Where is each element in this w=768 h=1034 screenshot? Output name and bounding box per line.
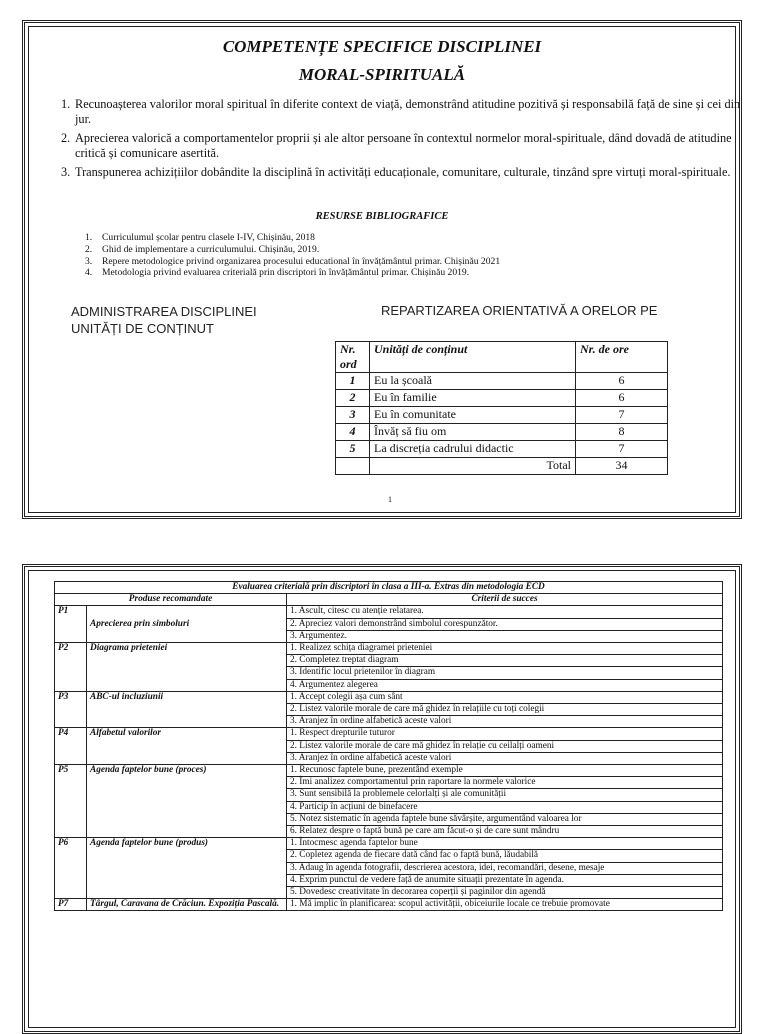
resources-list	[85, 232, 745, 279]
evaluation-table	[54, 581, 723, 911]
resources-title: RESURSE BIBLIOGRAFICE	[315, 211, 449, 222]
table-row: 5 La discreția cadrului didactic 7	[336, 441, 668, 458]
evaluation-title: Evaluarea criterială prin discriptori în clasa a III-a. Extras din metodologia ECD	[55, 582, 723, 594]
resource-item: 1. Curriculumul școlar pentru clasele I-IV, Chișinău, 2018	[85, 232, 315, 243]
title-line-2: MORAL-SPIRITUALĂ	[298, 65, 466, 84]
evaluation-title-row	[55, 582, 723, 594]
table-row: 4 Învăț să fiu om 8	[336, 424, 668, 441]
total-row	[336, 458, 668, 475]
table-row: P2 Diagrama prieteniei 1. Realizez schița diagramei prieteniei 2. Completez treptat diagram 3. Identific locul prietenilor în diagram 4. Argumentez alegerea	[55, 643, 723, 692]
total-label: Total	[370, 458, 576, 475]
table-row: 2 Eu în familie 6	[336, 390, 668, 407]
page-number: 1	[388, 495, 392, 504]
hours-table-header	[336, 342, 668, 373]
header-hours: Nr. de ore	[576, 342, 668, 373]
evaluation-header-row	[55, 594, 723, 606]
page-2	[22, 564, 742, 1034]
admin-line-1: ADMINISTRAREA DISCIPLINEI	[71, 304, 257, 319]
resource-item: 2. Ghid de implementare a curriculumului. Chișinău, 2019.	[85, 243, 320, 255]
competence-item: 1. Recunoașterea valorilor moral spiritual în diferite context de viață, demonstrând atitudine pozitivă și responsabilă față de sine și cei din jur.	[61, 97, 741, 126]
total-value: 34	[576, 458, 668, 475]
header-unit: Unități de conținut	[370, 342, 576, 373]
table-row: P5 Agenda faptelor bune (proces) 1. Recunosc faptele bune, prezentând exemple 2. Îmi analizez comportamentul prin raportare la normele valorice 3. Sunt sensibilă la problemele celorlalți și ale comunității 4. Particip în acțiuni de binefacere 5. Notez sistematic în agenda faptele bune săvârșite, argumentând valoarea lor 6. Relatez despre o faptă bună pe care am făcut-o și de care sunt mândru	[55, 765, 723, 838]
table-row: P6 Agenda faptelor bune (produs) 1. Întocmesc agenda faptelor bune 2. Copletez agenda de fiecare dată când fac o faptă bună, lăudabilă 3. Adaug în agenda fotografii, descrierea acestora, idei, recomandări, desene, mesaje 4. Exprim punctul de vedere față de anumite situații prezentate în agenda. 5. Dovedesc creativitate în decorarea coperții și paginilor din agendă	[55, 838, 723, 899]
competence-item: 3. Transpunerea achizițiilor dobândite la disciplină în activități educaționale, comunitare, culturale, tinzând spre virtuți moral-spirituale.	[61, 165, 731, 179]
hours-table	[335, 341, 668, 475]
header-nr: Nr. ord	[336, 342, 370, 373]
title-line-1: COMPETENȚE SPECIFICE DISCIPLINEI	[222, 37, 542, 56]
resource-item: 3. Repere metodologice privind organizarea procesului educational în învățământul primar. Chișinău 2021	[85, 255, 501, 267]
resource-item: 4. Metodologia privind evaluarea criterială prin discriptori în învățământul primar. Chișinău 2019.	[85, 267, 470, 279]
page-1-frame	[28, 26, 741, 513]
competences-list	[61, 97, 751, 184]
page-2-frame	[28, 570, 736, 1028]
repartition-heading: REPARTIZAREA ORIENTATIVĂ A ORELOR PE	[381, 303, 658, 318]
col-criteria: Criterii de succes	[287, 594, 723, 606]
table-row: P1 Aprecierea prin simboluri 1. Ascult, citesc cu atenție relatarea. 2. Apreciez valori demonstrând simbolul corespunzător. 3. Argumentez.	[55, 606, 723, 643]
table-row: P3 ABC-ul incluziunii 1. Accept colegii așa cum sânt 2. Listez valorile morale de care mă ghidez în relațiile cu toți colegii 3. Aranjez în ordine alfabetică aceste valori	[55, 691, 723, 728]
admin-line-2: UNITĂȚI DE CONȚINUT	[71, 321, 214, 336]
table-row: 1 Eu la școală 6	[336, 373, 668, 390]
page-1	[22, 20, 742, 519]
col-products: Produse recomandate	[55, 594, 287, 606]
table-row: 3 Eu în comunitate 7	[336, 407, 668, 424]
table-row: P7 Târgul, Caravana de Crăciun. Expoziția Pascală. 1. Mă implic în planificarea: scopul activității, obiceiurile locale ce trebuie promovate	[55, 899, 723, 911]
admin-heading	[71, 303, 257, 337]
table-row: P4 Alfabetul valorilor 1. Respect drepturile tuturor 2. Listez valorile morale de care mă ghidez în relație cu ceilalți oameni 3. Aranjez în ordine alfabetică aceste valori	[55, 728, 723, 765]
competence-item: 2. Aprecierea valorică a comportamentelor proprii și ale altor persoane în contextul normelor moral-spirituale, dând dovadă de atitudine critică și comunicare asertită.	[61, 131, 732, 160]
